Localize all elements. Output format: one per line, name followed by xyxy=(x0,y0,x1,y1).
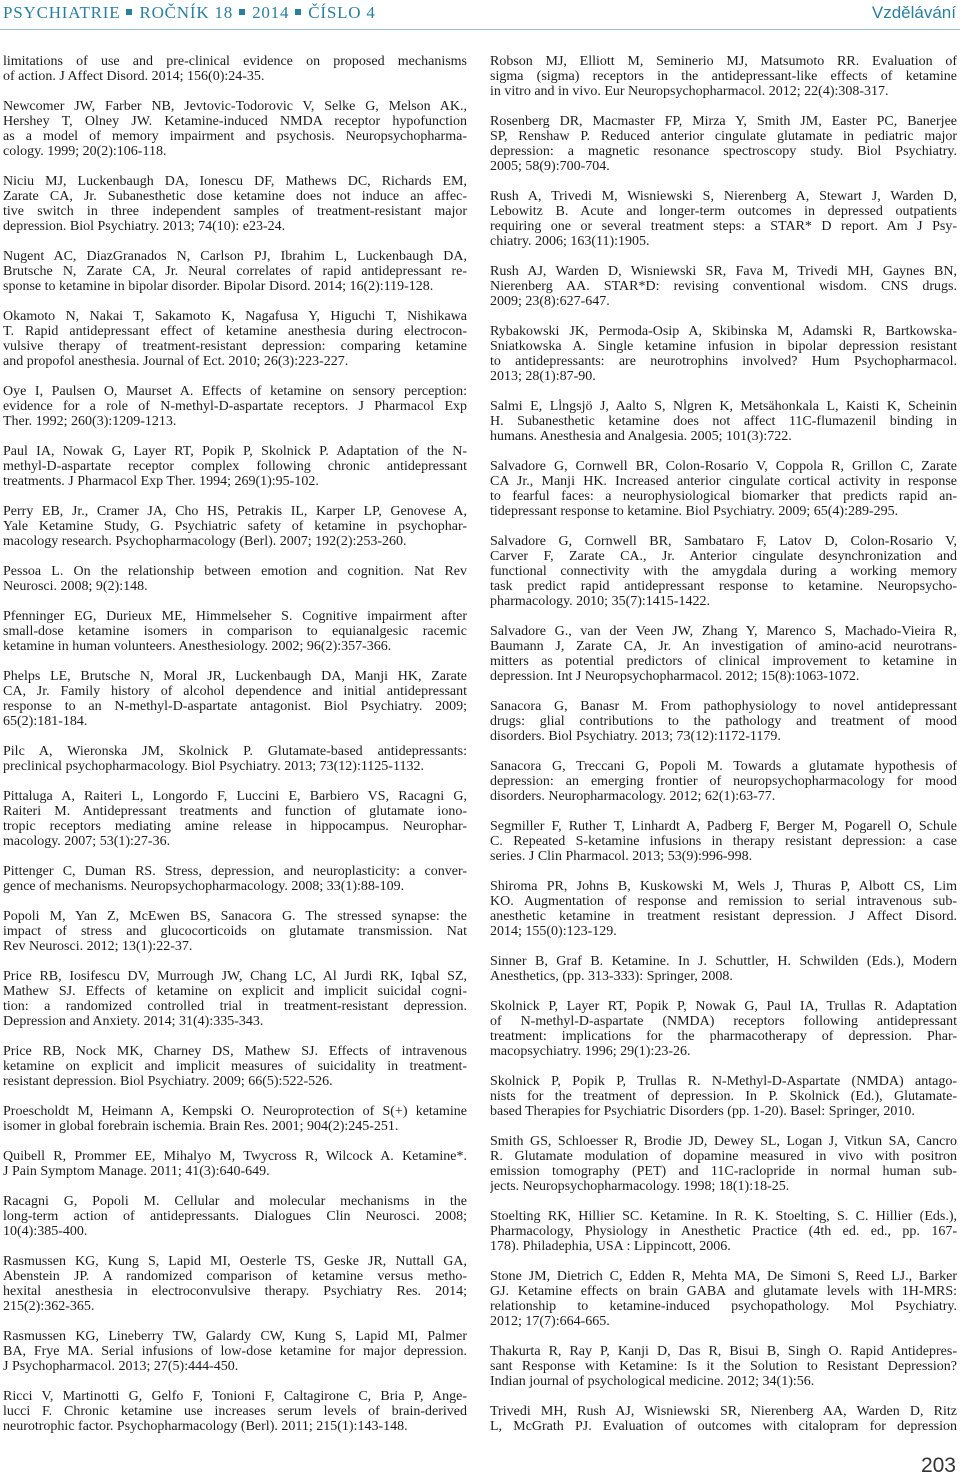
reference-line: jects. Neuropsychopharmacology. 1998; 18(1):18-25. xyxy=(490,1179,790,1194)
reference-entry xyxy=(490,189,957,249)
reference-line: Stoelting RK, Hillier SC. Ketamine. In R. K. Stoelting, S. C. Hillier (Eds.), xyxy=(490,1209,957,1224)
reference-line: Rasmussen KG, Lineberry TW, Galardy CW, Kung S, Lapid MI, Palmer xyxy=(3,1329,467,1344)
reference-line: limitations of use and pre-clinical evidence on proposed mechanisms xyxy=(3,54,467,69)
reference-line: depression: an emerging frontier of neuropsychopharmacology for mood xyxy=(490,774,957,789)
reference-line: depression. Biol Psychiatry. 2013; 74(10): e23-24. xyxy=(3,219,286,234)
reference-line: Raiteri M. Antidepressant treatments and function of glutamate iono- xyxy=(3,804,467,819)
reference-line: Oye I, Paulsen O, Maurset A. Effects of ketamine on sensory perception: xyxy=(3,384,467,399)
reference-line: Pittaluga A, Raiteri L, Longordo F, Luccini E, Barbiero VS, Racagni G, xyxy=(3,789,467,804)
reference-line: Sanacora G, Treccani G, Popoli M. Towards a glutamate hypothesis of xyxy=(490,759,957,774)
reference-entry xyxy=(490,459,957,519)
reference-entry xyxy=(490,114,957,174)
reference-line: functional connectivity with the amygdala during a working memory xyxy=(490,564,957,579)
reference-line: Pfenninger EG, Durieux ME, Himmelseher S. Cognitive impairment after xyxy=(3,609,467,624)
reference-line: Popoli M, Yan Z, McEwen BS, Sanacora G. The stressed synapse: the xyxy=(3,909,467,924)
reference-line: 2005; 58(9):700-704. xyxy=(490,159,610,174)
reference-line: Proescholdt M, Heimann A, Kempski O. Neuroprotection of S(+) ketamine xyxy=(3,1104,467,1119)
reference-entry xyxy=(3,789,467,849)
reference-line: Nugent AC, DiazGranados N, Carlson PJ, Ibrahim L, Luckenbaugh DA, xyxy=(3,249,467,264)
reference-entry xyxy=(3,564,467,594)
reference-line: Mathew SJ. Effects of ketamine on explicit and implicit suicidal cogni- xyxy=(3,984,467,999)
reference-line: sant Response with Ketamine: Is it the Solution to Resistant Depression? xyxy=(490,1359,957,1374)
reference-line: evidence for a role of N-methyl-D-aspartate receptors. J Pharmacol Exp xyxy=(3,399,467,414)
reference-line: series. J Clin Pharmacol. 2013; 53(9):996-998. xyxy=(490,849,753,864)
reference-line: Paul IA, Nowak G, Layer RT, Popik P, Skolnick P. Adaptation of the N- xyxy=(3,444,467,459)
reference-line: Phelps LE, Brutsche N, Moral JR, Luckenbaugh DA, Manji HK, Zarate xyxy=(3,669,467,684)
reference-line: depression. Int J Neuropsychopharmacol. 2012; 15(8):1063-1072. xyxy=(490,669,860,684)
reference-line: Pessoa L. On the relationship between emotion and cognition. Nat Rev xyxy=(3,564,467,579)
reference-line: isomer in global forebrain ischemia. Brain Res. 2001; 904(2):245-251. xyxy=(3,1119,399,1134)
reference-entry xyxy=(490,999,957,1059)
reference-entry xyxy=(3,609,467,654)
issue-label: ČÍSLO 4 xyxy=(308,3,376,22)
reference-entry xyxy=(3,249,467,294)
reference-line: KO. Augmentation of response and remission to serial intravenous sub- xyxy=(490,894,957,909)
reference-entry xyxy=(3,1254,467,1314)
reference-line: Salvadore G, Cornwell BR, Sambataro F, Latov D, Colon-Rosario V, xyxy=(490,534,957,549)
reference-entry xyxy=(490,399,957,444)
reference-line: nists for the treatment of depression. In P. Skolnick (Ed.), Glutamate- xyxy=(490,1089,957,1104)
reference-entry xyxy=(490,54,957,99)
running-header xyxy=(3,0,956,27)
reference-line: Trivedi MH, Rush AJ, Wisniewski SR, Nierenberg AA, Warden D, Ritz xyxy=(490,1404,957,1419)
reference-line: disorders. Biol Psychiatry. 2013; 73(12):1172-1179. xyxy=(490,729,781,744)
reference-line: 215(2):362-365. xyxy=(3,1299,95,1314)
reference-entry xyxy=(3,384,467,429)
reference-line: lucci F. Chronic ketamine use increases serum levels of brain-derived xyxy=(3,1404,467,1419)
reference-line: of action. J Affect Disord. 2014; 156(0):24-35. xyxy=(3,69,265,84)
reference-entry xyxy=(3,1104,467,1134)
journal-running-head xyxy=(3,3,376,23)
reference-line: Abenstein JP. A randomized comparison of ketamine versus metho- xyxy=(3,1269,467,1284)
reference-entry xyxy=(490,624,957,684)
reference-line: macology research. Psychopharmacology (Berl). 2007; 192(2):253-260. xyxy=(3,534,407,549)
reference-line: tidepressant response to ketamine. Biol Psychiatry. 2009; 65(4):289-295. xyxy=(490,504,899,519)
reference-line: ketamine on explicit and implicit measures of suicidality in treatment- xyxy=(3,1059,467,1074)
reference-entry xyxy=(490,1344,957,1389)
volume-label: ROČNÍK 18 xyxy=(139,3,234,22)
reference-line: pharmacology. 2010; 35(7):1415-1422. xyxy=(490,594,710,609)
reference-line: Price RB, Nock MK, Charney DS, Mathew SJ. Effects of intravenous xyxy=(3,1044,467,1059)
reference-line: Carver F, Zarate CA., Jr. Anterior cingulate desynchronization and xyxy=(490,549,957,564)
journal-name: PSYCHIATRIE xyxy=(3,3,121,22)
reference-entry xyxy=(490,1269,957,1329)
reference-line: humans. Anesthesia and Analgesia. 2005; 101(3):722. xyxy=(490,429,792,444)
reference-line: sigma (sigma) receptors in the antidepressant-like effects of ketamine xyxy=(490,69,957,84)
reference-entry xyxy=(3,309,467,369)
reference-line: Smith GS, Schloesser R, Brodie JD, Dewey SL, Logan J, Vitkun SA, Cancro xyxy=(490,1134,957,1149)
reference-line: drugs: glial contributions to the pathology and treatment of mood xyxy=(490,714,957,729)
reference-line: impact of stress and glucocorticoids on glutamate transmission. Nat xyxy=(3,924,467,939)
reference-line: of N-methyl-D-aspartate (NMDA) receptors following antidepressant xyxy=(490,1014,957,1029)
reference-line: mitters as potential predictors of clinical improvement to ketamine in xyxy=(490,654,957,669)
reference-entry xyxy=(490,324,957,384)
reference-line: J Psychopharmacol. 2013; 27(5):444-450. xyxy=(3,1359,239,1374)
references-column-left xyxy=(3,54,467,1449)
reference-line: Depression and Anxiety. 2014; 31(4):335-343. xyxy=(3,1014,264,1029)
reference-line: hexital anesthesia in electroconvulsive therapy. Psychiatry Res. 2014; xyxy=(3,1284,467,1299)
reference-line: tive switch in three independent samples of treatment-resistant major xyxy=(3,204,467,219)
reference-line: Anesthetics, (pp. 313-333): Springer, 2008. xyxy=(490,969,733,984)
reference-entry xyxy=(490,1074,957,1119)
reference-line: Rush AJ, Warden D, Wisniewski SR, Fava M, Trivedi MH, Gaynes BN, xyxy=(490,264,957,279)
reference-line: 2012; 17(7):664-665. xyxy=(490,1314,610,1329)
reference-line: Stone JM, Dietrich C, Edden R, Mehta MA, De Simoni S, Reed LJ., Barker xyxy=(490,1269,957,1284)
page-number: 203 xyxy=(920,1454,956,1477)
reference-line: Salvadore G., van der Veen JW, Zhang Y, Marenco S, Machado-Vieira R, xyxy=(490,624,957,639)
reference-line: chiatry. 2006; 163(11):1905. xyxy=(490,234,650,249)
reference-line: Skolnick P, Layer RT, Popik P, Nowak G, Paul IA, Trullas R. Adaptation xyxy=(490,999,957,1014)
reference-line: Sinner B, Graf B. Ketamine. In J. Schuttler, H. Schwilden (Eds.), Modern xyxy=(490,954,957,969)
reference-line: Baumann J, Zarate CA, Jr. An investigation of amino-acid neurotrans- xyxy=(490,639,957,654)
reference-line: Ricci V, Martinotti G, Gelfo F, Tonioni F, Caltagirone C, Bria P, Ange- xyxy=(3,1389,467,1404)
reference-line: to fearful faces: a neurophysiological biomarker that predicts rapid an- xyxy=(490,489,957,504)
reference-line: sponse to ketamine in bipolar disorder. Bipolar Disord. 2014; 16(2):119-128. xyxy=(3,279,434,294)
reference-line: Newcomer JW, Farber NB, Jevtovic-Todorovic V, Selke G, Melson AK., xyxy=(3,99,467,114)
reference-line: Shiroma PR, Johns B, Kuskowski M, Wels J, Thuras P, Albott CS, Lim xyxy=(490,879,957,894)
reference-line: H. Subanesthetic ketamine does not affect 11C-flumazenil binding in xyxy=(490,414,957,429)
reference-line: T. Rapid antidepressant effect of ketamine anesthesia during electrocon- xyxy=(3,324,467,339)
reference-line: vulsive therapy of treatment-resistant depression: comparing ketamine xyxy=(3,339,467,354)
reference-line: Pittenger C, Duman RS. Stress, depression, and neuroplasticity: a conver- xyxy=(3,864,467,879)
reference-line: Perry EB, Jr., Cramer JA, Cho HS, Petrakis IL, Karper LP, Genovese A, xyxy=(3,504,467,519)
reference-entry xyxy=(490,1134,957,1194)
reference-line: gence of mechanisms. Neuropsychopharmacology. 2008; 33(1):88-109. xyxy=(3,879,405,894)
reference-line: treatment: implications for the pharmacotherapy of depression. Phar- xyxy=(490,1029,957,1044)
header-divider xyxy=(0,29,960,30)
reference-line: requiring one or several treatment steps: a STAR* D report. Am J Psy- xyxy=(490,219,957,234)
year-label: 2014 xyxy=(252,3,290,22)
reference-line: long-term action of antidepressants. Dialogues Clin Neurosci. 2008; xyxy=(3,1209,467,1224)
reference-entry xyxy=(3,504,467,549)
reference-line: small-dose ketamine isomers in comparison to equianalgesic racemic xyxy=(3,624,467,639)
reference-line: macopsychiatry. 1996; 29(1):23-26. xyxy=(490,1044,691,1059)
separator-square-icon xyxy=(126,9,132,15)
reference-entry xyxy=(490,954,957,984)
reference-line: Pharmacology, Physiology in Anesthetic Practice (4th ed. ed., pp. 167- xyxy=(490,1224,957,1239)
reference-line: Brutsche N, Zarate CA, Jr. Neural correlates of rapid antidepressant re- xyxy=(3,264,467,279)
reference-line: treatments. J Pharmacol Exp Ther. 1994; 269(1):95-102. xyxy=(3,474,319,489)
reference-line: disorders. Neuropharmacology. 2012; 62(1):63-77. xyxy=(490,789,776,804)
reference-entry xyxy=(3,969,467,1029)
reference-line: Okamoto N, Nakai T, Sakamoto K, Nagafusa Y, Higuchi T, Nishikawa xyxy=(3,309,467,324)
reference-line: Salmi E, Lĺngsjö J, Aalto S, Nĺgren K, Metsähonkala L, Kaisti K, Scheinin xyxy=(490,399,957,414)
reference-entry xyxy=(3,864,467,894)
reference-line: response to an N-methyl-D-aspartate antagonist. Biol Psychiatry. 2009; xyxy=(3,699,467,714)
reference-line: SP, Renshaw P. Reduced anterior cingulate glutamate in pediatric major xyxy=(490,129,957,144)
reference-entry xyxy=(490,759,957,804)
reference-entry xyxy=(3,1044,467,1089)
reference-line: GJ. Ketamine effects on brain GABA and glutamate levels with 1H-MRS: xyxy=(490,1284,957,1299)
separator-square-icon xyxy=(295,9,301,15)
reference-entry xyxy=(3,54,467,84)
reference-line: Thakurta R, Ray P, Kanji D, Das R, Bisui B, Singh O. Rapid Antidepres- xyxy=(490,1344,957,1359)
reference-entry xyxy=(3,1389,467,1434)
reference-line: methyl-D-aspartate receptor complex following chronic antidepressant xyxy=(3,459,467,474)
reference-line: emission tomography (PET) and 11C-raclopride in normal human sub- xyxy=(490,1164,957,1179)
reference-entry xyxy=(490,264,957,309)
reference-line: Skolnick P, Popik P, Trullas R. N-Methyl-D-Aspartate (NMDA) antago- xyxy=(490,1074,957,1089)
reference-line: Pilc A, Wieronska JM, Skolnick P. Glutamate-based antidepressants: xyxy=(3,744,467,759)
reference-line: Sanacora G, Banasr M. From pathophysiology to novel antidepressant xyxy=(490,699,957,714)
reference-line: tropic receptors mediating amine release in hippocampus. Neurophar- xyxy=(3,819,467,834)
reference-line: Quibell R, Prommer EE, Mihalyo M, Twycross R, Wilcock A. Ketamine*. xyxy=(3,1149,467,1164)
reference-line: 65(2):181-184. xyxy=(3,714,88,729)
reference-entry xyxy=(490,819,957,864)
separator-square-icon xyxy=(239,9,245,15)
reference-line: to antidepressants: are neurotrophins involved? Hum Psychopharmacol. xyxy=(490,354,957,369)
reference-line: R. Glutamate modulation of dopamine measured in vivo with positron xyxy=(490,1149,957,1164)
reference-line: 2014; 155(0):123-129. xyxy=(490,924,617,939)
reference-entry xyxy=(3,909,467,954)
reference-line: Nierenberg AA. STAR*D: revising conventional wisdom. CNS drugs. xyxy=(490,279,957,294)
reference-line: Ther. 1992; 260(3):1209-1213. xyxy=(3,414,177,429)
reference-line: 2009; 23(8):627-647. xyxy=(490,294,610,309)
reference-line: C. Repeated S-ketamine infusions in therapy resistant depression: a case xyxy=(490,834,957,849)
reference-line: Rybakowski JK, Permoda-Osip A, Skibinska M, Adamski R, Bartkowska- xyxy=(490,324,957,339)
reference-line: Racagni G, Popoli M. Cellular and molecular mechanisms in the xyxy=(3,1194,467,1209)
reference-line: preclinical psychopharmacology. Biol Psychiatry. 2013; 73(12):1125-1132. xyxy=(3,759,424,774)
reference-line: 178). Philadephia, USA : Lippincott, 2006. xyxy=(490,1239,731,1254)
reference-line: Robson MJ, Elliott M, Seminerio MJ, Matsumoto RR. Evaluation of xyxy=(490,54,957,69)
reference-line: J Pain Symptom Manage. 2011; 41(3):640-649. xyxy=(3,1164,270,1179)
reference-line: Zarate CA, Jr. Subanesthetic dose ketamine does not induce an affec- xyxy=(3,189,467,204)
reference-entry xyxy=(3,99,467,159)
reference-line: L, McGrath PJ. Evaluation of outcomes with citalopram for depression xyxy=(490,1419,957,1434)
reference-entry xyxy=(490,879,957,939)
reference-line: based Therapies for Psychiatric Disorders (pp. 1-20). Basel: Springer, 2010. xyxy=(490,1104,915,1119)
reference-line: as a model of memory impairment and psychosis. Neuropsychopharma- xyxy=(3,129,467,144)
reference-line: Indian journal of psychological medicine. 2012; 34(1):56. xyxy=(490,1374,815,1389)
reference-line: Lebowitz B. Acute and longer-term outcomes in depressed outpatients xyxy=(490,204,957,219)
reference-line: in vitro and in vivo. Eur Neuropsychopharmacol. 2012; 22(4):308-317. xyxy=(490,84,889,99)
reference-entry xyxy=(490,1209,957,1254)
reference-entry xyxy=(3,669,467,729)
reference-line: cology. 1999; 20(2):106-118. xyxy=(3,144,167,159)
reference-line: BA, Frye MA. Serial infusions of low-dose ketamine for major depression. xyxy=(3,1344,467,1359)
reference-line: and propofol anesthesia. Journal of Ect. 2010; 26(3):223-227. xyxy=(3,354,349,369)
reference-line: task predict rapid antidepressant response to ketamine. Neuropsycho- xyxy=(490,579,957,594)
reference-entry xyxy=(3,744,467,774)
reference-line: tion: a randomized controlled trial in treatment-resistant depression. xyxy=(3,999,467,1014)
reference-line: depression: a magnetic resonance spectroscopy study. Biol Psychiatry. xyxy=(490,144,957,159)
reference-entry xyxy=(3,444,467,489)
reference-line: Segmiller F, Ruther T, Linhardt A, Padberg F, Berger M, Pogarell O, Schule xyxy=(490,819,957,834)
reference-line: Neurosci. 2008; 9(2):148. xyxy=(3,579,148,594)
reference-line: Hershey T, Olney JW. Ketamine-induced NMDA receptor hypofunction xyxy=(3,114,467,129)
reference-line: 2013; 28(1):87-90. xyxy=(490,369,596,384)
reference-entry xyxy=(490,534,957,609)
reference-line: Niciu MJ, Luckenbaugh DA, Ionescu DF, Mathews DC, Richards EM, xyxy=(3,174,467,189)
reference-line: Rush A, Trivedi M, Wisniewski S, Nierenberg A, Stewart J, Warden D, xyxy=(490,189,957,204)
reference-line: Rasmussen KG, Kung S, Lapid MI, Oesterle TS, Geske JR, Nuttall GA, xyxy=(3,1254,467,1269)
references-column-right xyxy=(490,54,957,1449)
reference-line: CA Jr., Manji HK. Increased anterior cingulate cortical activity in response xyxy=(490,474,957,489)
reference-entry xyxy=(490,1404,957,1434)
reference-line: Yale Ketamine Study, G. Psychiatric safety of ketamine in psychophar- xyxy=(3,519,467,534)
reference-line: Rev Neurosci. 2012; 13(1):22-37. xyxy=(3,939,193,954)
reference-entry xyxy=(3,174,467,234)
reference-line: neurotrophic factor. Psychopharmacology (Berl). 2011; 215(1):143-148. xyxy=(3,1419,408,1434)
reference-line: resistant depression. Biol Psychiatry. 2009; 66(5):522-526. xyxy=(3,1074,333,1089)
section-title: Vzdělávání xyxy=(871,3,956,22)
reference-line: macology. 2007; 53(1):27-36. xyxy=(3,834,171,849)
reference-entry xyxy=(3,1329,467,1374)
reference-line: relationship to ketamine-induced psychopathology. Mol Psychiatry. xyxy=(490,1299,957,1314)
reference-line: CA, Jr. Family history of alcohol dependence and initial antidepressant xyxy=(3,684,467,699)
reference-line: Salvadore G, Cornwell BR, Colon-Rosario V, Coppola R, Grillon C, Zarate xyxy=(490,459,957,474)
reference-line: ketamine in human volunteers. Anesthesiology. 2002; 96(2):357-366. xyxy=(3,639,392,654)
reference-line: 10(4):385-400. xyxy=(3,1224,88,1239)
reference-line: Rosenberg DR, Macmaster FP, Mirza Y, Smith JM, Easter PC, Banerjee xyxy=(490,114,957,129)
reference-line: Price RB, Iosifescu DV, Murrough JW, Chang LC, Al Jurdi RK, Iqbal SZ, xyxy=(3,969,467,984)
reference-line: anesthetic ketamine in treatment resistant depression. J Affect Disord. xyxy=(490,909,957,924)
reference-entry xyxy=(3,1194,467,1239)
reference-entry xyxy=(490,699,957,744)
reference-entry xyxy=(3,1149,467,1179)
reference-line: Sniatkowska A. Single ketamine infusion in bipolar depression resistant xyxy=(490,339,957,354)
